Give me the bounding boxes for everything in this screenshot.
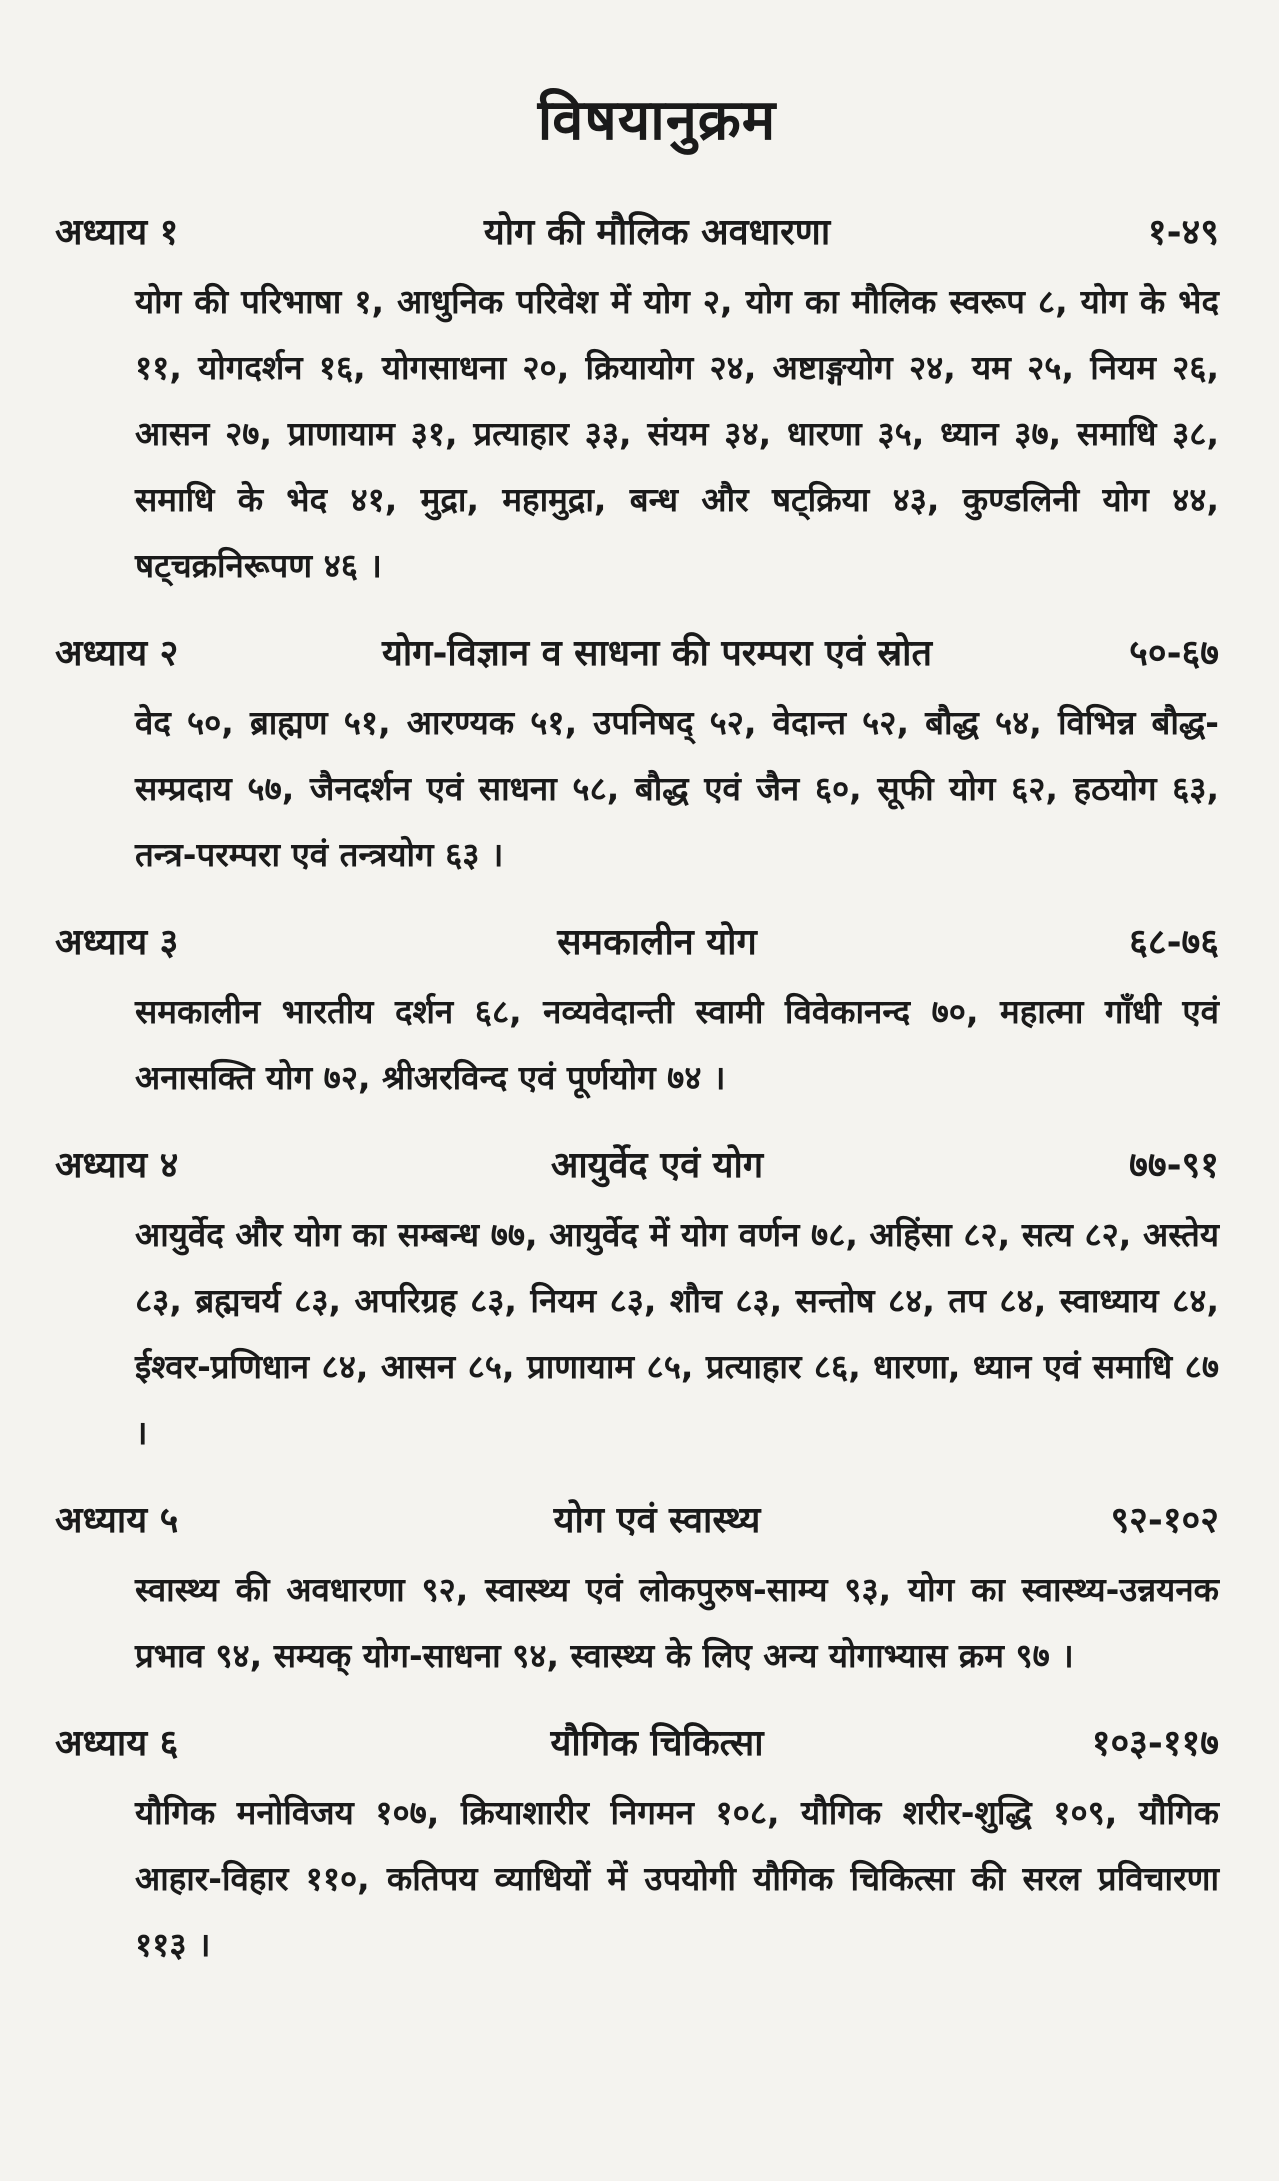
chapter-2 [55,627,1219,888]
chapter-heading [55,206,1219,255]
chapter-pages: ९२-१०२ [1110,1500,1219,1541]
chapter-label: अध्याय १ [55,212,179,253]
chapter-6 [55,1717,1219,1978]
chapter-title: योग-विज्ञान व साधना की परम्परा एवं स्रोत [381,633,933,674]
chapter-contents: यौगिक मनोविजय १०७, क्रियाशारीर निगमन १०८, यौगिक शरीर-शुद्धि १०९, यौगिक आहार-विहार ११०, कतिपय व्याधियों में उपयोगी यौगिक चिकित्सा की सरल प्रविचारणा ११३ । [135,1793,1219,1964]
chapter-heading [55,1139,1219,1188]
chapter-3 [55,916,1219,1111]
page-title: विषयानुक्रम [537,88,777,153]
chapter-5 [55,1494,1219,1689]
chapter-contents: समकालीन भारतीय दर्शन ६८, नव्यवेदान्ती स्वामी विवेकानन्द ७०, महात्मा गाँधी एवं अनासक्ति योग ७२, श्रीअरविन्द एवं पूर्णयोग ७४ । [135,992,1219,1097]
chapter-heading [55,1494,1219,1543]
chapter-heading [55,627,1219,676]
chapter-pages: ६८-७६ [1129,922,1219,963]
chapter-title: योग एवं स्वास्थ्य [553,1500,761,1541]
chapter-title: आयुर्वेद एवं योग [550,1145,764,1186]
chapter-label: अध्याय ४ [55,1145,179,1186]
chapter-pages: ५०-६७ [1129,633,1219,674]
chapter-1 [55,206,1219,599]
chapter-contents: स्वास्थ्य की अवधारणा ९२, स्वास्थ्य एवं लोकपुरुष-साम्य ९३, योग का स्वास्थ्य-उन्नयनक प्रभाव ९४, सम्यक् योग-साधना ९४, स्वास्थ्य के लिए अन्य योगाभ्यास क्रम ९७ । [135,1570,1219,1675]
chapter-label: अध्याय २ [55,633,179,674]
chapter-contents: आयुर्वेद और योग का सम्बन्ध ७७, आयुर्वेद में योग वर्णन ७८, अहिंसा ८२, सत्य ८२, अस्तेय ८३, ब्रह्मचर्य ८३, अपरिग्रह ८३, नियम ८३, शौच ८३, सन्तोष ८४, तप ८४, स्वाध्याय ८४, ईश्वर-प्रणिधान ८४, आसन ८५, प्राणायाम ८५, प्रत्याहार ८६, धारणा, ध्यान एवं समाधि ८७ । [135,1215,1219,1452]
chapter-label: अध्याय ५ [55,1500,179,1541]
chapter-title: यौगिक चिकित्सा [550,1723,764,1764]
chapter-pages: ७७-९१ [1129,1145,1219,1186]
chapter-heading [55,916,1219,965]
chapter-pages: १०३-११७ [1091,1723,1219,1764]
chapter-heading [55,1717,1219,1766]
chapter-label: अध्याय ३ [55,922,179,963]
chapter-4 [55,1139,1219,1466]
chapter-contents: वेद ५०, ब्राह्मण ५१, आरण्यक ५१, उपनिषद् ५२, वेदान्त ५२, बौद्ध ५४, विभिन्न बौद्ध-सम्प्रदाय ५७, जैनदर्शन एवं साधना ५८, बौद्ध एवं जैन ६०, सूफी योग ६२, हठयोग ६३, तन्त्र-परम्परा एवं तन्त्रयोग ६३ । [135,703,1219,874]
chapter-label: अध्याय ६ [55,1723,179,1764]
chapter-title: समकालीन योग [557,922,757,963]
chapter-contents: योग की परिभाषा १, आधुनिक परिवेश में योग २, योग का मौलिक स्वरूप ८, योग के भेद ११, योगदर्शन १६, योगसाधना २०, क्रियायोग २४, अष्टाङ्गयोग २४, यम २५, नियम २६, आसन २७, प्राणायाम ३१, प्रत्याहार ३३, संयम ३४, धारणा ३५, ध्यान ३७, समाधि ३८, समाधि के भेद ४१, मुद्रा, महामुद्रा, बन्ध और षट्क्रिया ४३, कुण्डलिनी योग ४४, षट्चक्रनिरूपण ४६ । [135,282,1219,585]
chapter-title: योग की मौलिक अवधारणा [483,212,831,253]
chapter-pages: १-४९ [1147,212,1219,253]
